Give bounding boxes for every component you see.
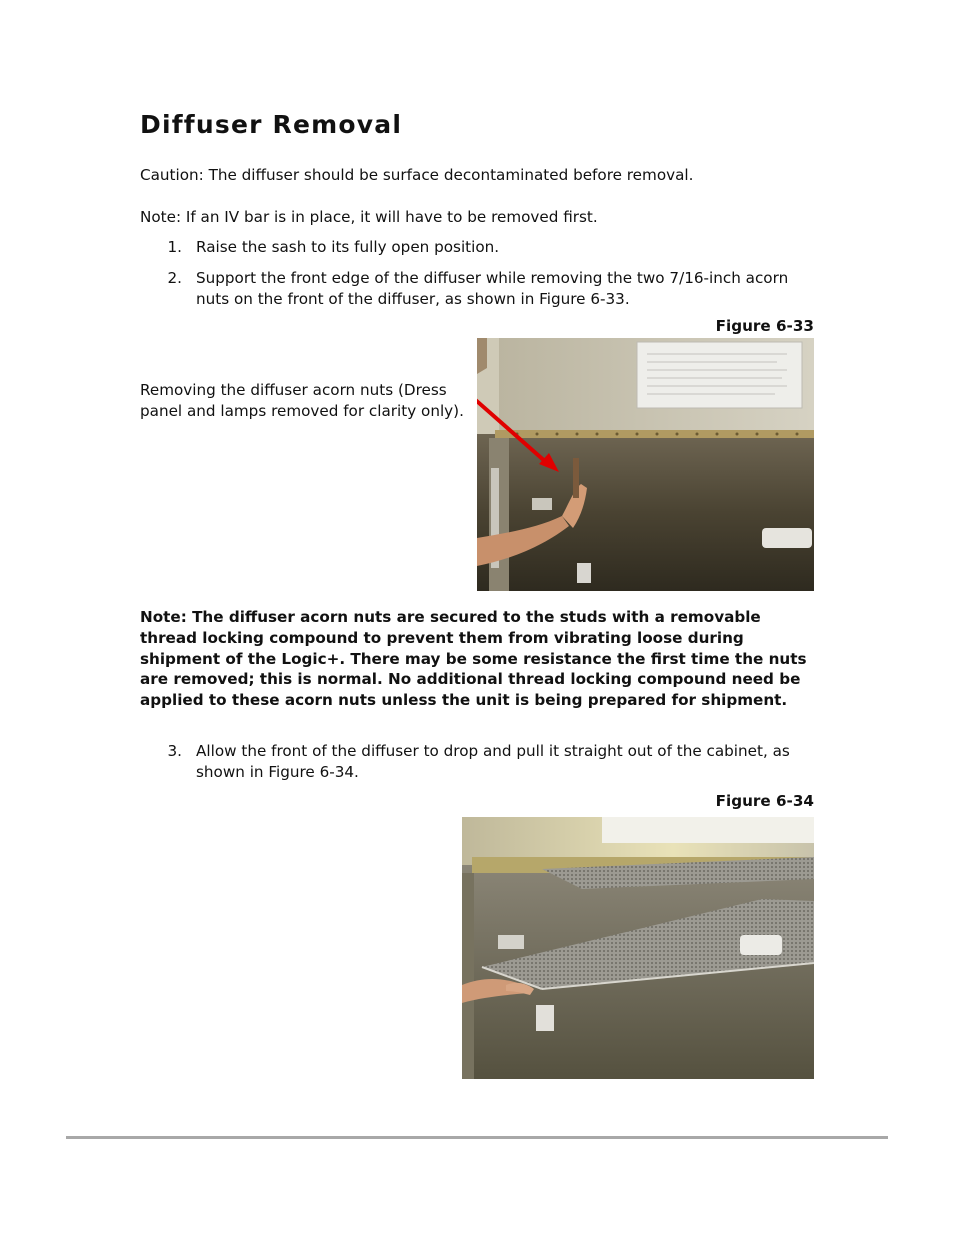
step-3-text-line1: Allow the front of the diffuser to drop and pull it straight out of the cabinet, as	[196, 742, 790, 760]
bold-note-line3: shipment of the Logic+. There may be some resistance the first time the nuts	[140, 650, 807, 668]
step-2-number: 2.	[167, 269, 182, 287]
figure-6-33-caption-line1: Removing the diffuser acorn nuts (Dress	[140, 381, 447, 399]
caution-text: Caution: The diffuser should be surface decontaminated before removal.	[140, 166, 694, 184]
figure-6-34-label: Figure 6-34	[715, 792, 814, 810]
note-iv-text: Note: If an IV bar is in place, it will have to be removed first.	[140, 208, 598, 226]
step-2-text-line2: nuts on the front of the diffuser, as shown in Figure 6-33.	[196, 290, 630, 308]
figure-6-33-photo	[477, 338, 814, 591]
bold-note-line2: thread locking compound to prevent them from vibrating loose during	[140, 629, 744, 647]
step-3-number: 3.	[167, 742, 182, 760]
step-2-text-line1: Support the front edge of the diffuser while removing the two 7/16-inch acorn	[196, 269, 789, 287]
figure-6-34-photo	[462, 817, 814, 1079]
step-3-text-line2: shown in Figure 6-34.	[196, 763, 359, 781]
footer-rule	[66, 1136, 888, 1139]
figure-6-33-caption-line2: panel and lamps removed for clarity only).	[140, 402, 464, 420]
page-title: Diffuser Removal	[140, 110, 403, 139]
bold-note-line5: applied to these acorn nuts unless the unit is being prepared for shipment.	[140, 691, 788, 709]
step-1-text: Raise the sash to its fully open position.	[196, 238, 500, 256]
bold-note-line1: Note: The diffuser acorn nuts are secured to the studs with a removable	[140, 608, 761, 626]
bold-note-line4: are removed; this is normal. No additional thread locking compound need be	[140, 670, 801, 688]
step-1-number: 1.	[167, 238, 182, 256]
figure-6-33-label: Figure 6-33	[715, 317, 814, 335]
